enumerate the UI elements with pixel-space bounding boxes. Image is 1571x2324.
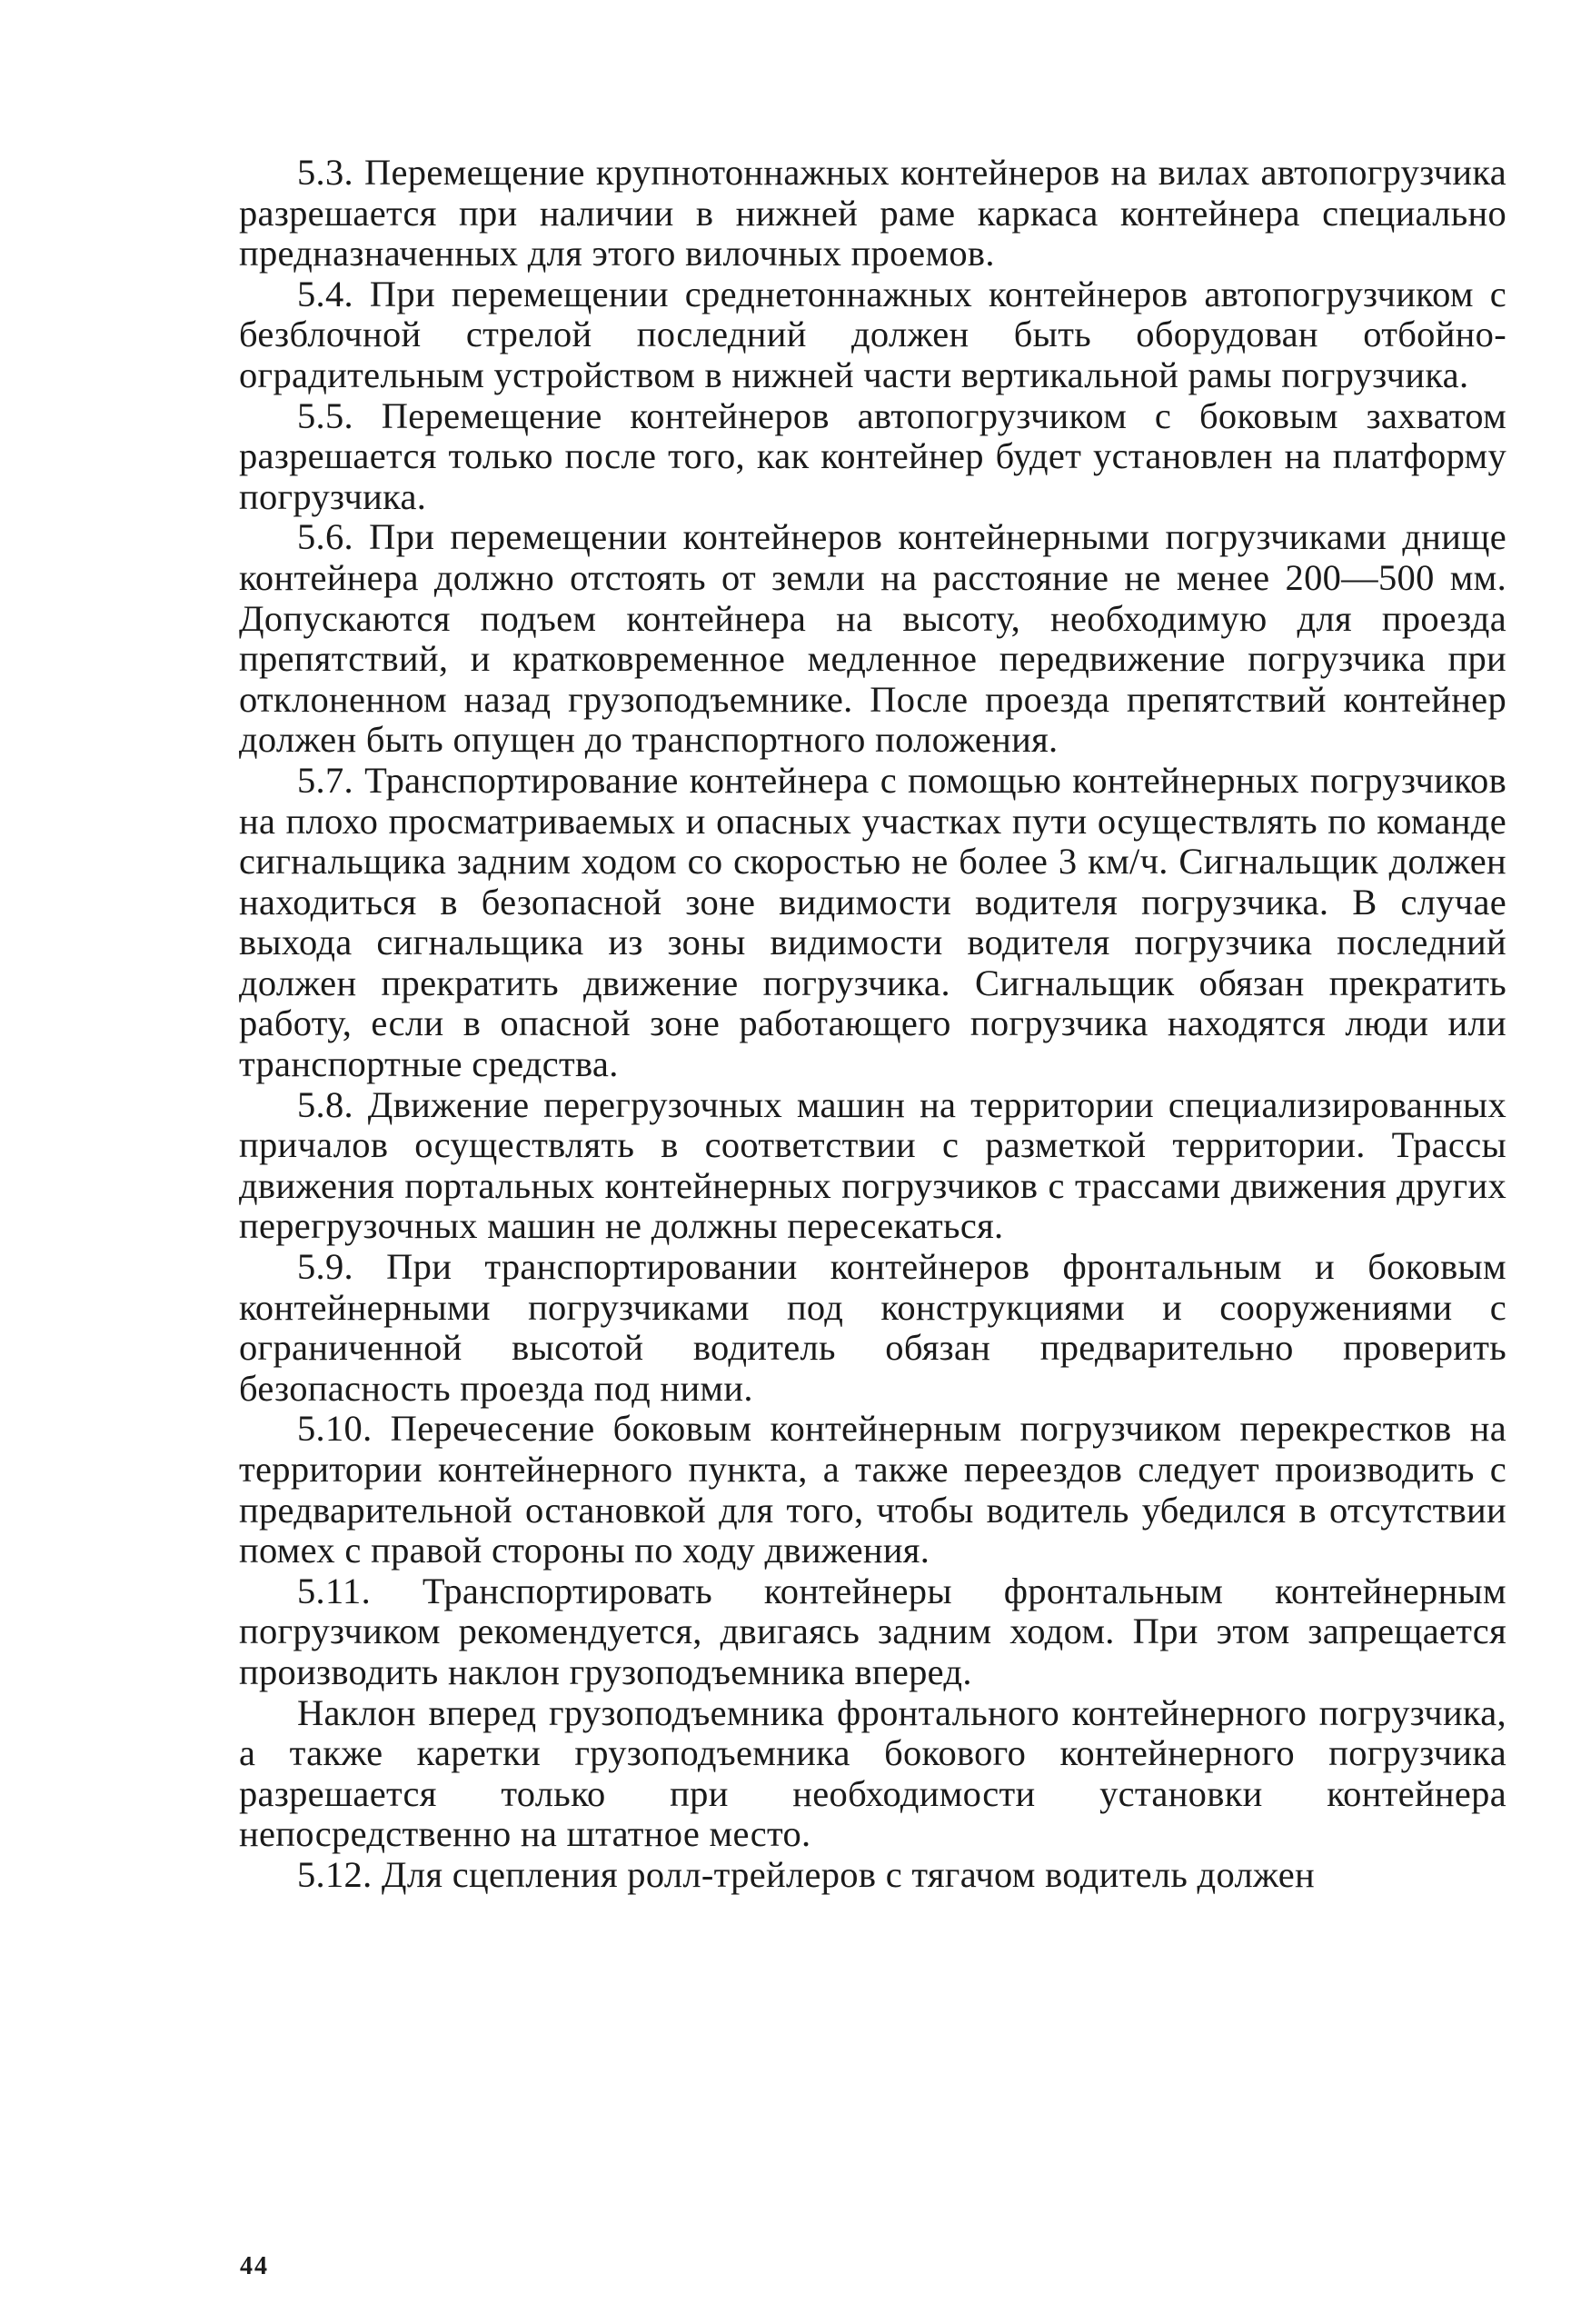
paragraph-5-7: 5.7. Транспортирование контейнера с помощью контейнерных погрузчиков на плохо просматриваемых и опасных участках пути осуществлять по команде сигнальщика задним ходом со скоростью не более 3 км/ч. Сигнальщик должен находиться в безопасной зоне видимости водителя погрузчика. В случае выхода сигнальщика из зоны видимости водителя погрузчика последний должен прекратить движение погрузчика. Сигнальщик обязан прекратить работу, если в опасной зоне работающего погрузчика находятся люди или транспортные средства.	[239, 759, 1506, 1085]
page-body	[239, 153, 1506, 2152]
paragraph-5-4: 5.4. При перемещении среднетоннажных контейнеров автопогрузчиком с безблочной стрелой последний должен быть оборудован отбойно-оградительным устройством в нижней части вертикальной рамы погрузчика.	[239, 273, 1506, 395]
paragraph-5-3: 5.3. Перемещение крупнотоннажных контейнеров на вилах автопогрузчика разрешается при наличии в нижней раме каркаса контейнера специально предназначенных для этого вилочных проемов.	[239, 152, 1506, 274]
paragraph-5-5: 5.5. Перемещение контейнеров автопогрузчиком с боковым захватом разрешается только после того, как контейнер будет установлен на платформу погрузчика.	[239, 394, 1506, 517]
paragraph-5-11-continued: Наклон вперед грузоподъемника фронтального контейнерного погрузчика, а также каретки грузоподъемника бокового контейнерного погрузчика разрешается только при необходимости установки контейнера непосредственно на штатное место.	[239, 1691, 1506, 1855]
paragraph-5-12: 5.12. Для сцепления ролл-трейлеров с тягачом водитель должен	[297, 1853, 1315, 1895]
paragraph-5-9: 5.9. При транспортировании контейнеров фронтальным и боковым контейнерными погрузчиками под конструкциями и сооружениями с ограниченной высотой водитель обязан предварительно проверить безопасность проезда под ними.	[239, 1246, 1506, 1409]
paragraph-5-11: 5.11. Транспортировать контейнеры фронтальным контейнерным погрузчиком рекомендуется, двигаясь задним ходом. При этом запрещается производить наклон грузоподъемника вперед.	[239, 1570, 1506, 1692]
paragraph-5-8: 5.8. Движение перегрузочных машин на территории специализированных причалов осуществлять в соответствии с разметкой территории. Трассы движения портальных контейнерных погрузчиков с трассами движения других перегрузочных машин не должны пересекаться.	[239, 1083, 1506, 1247]
paragraph-5-10: 5.10. Перечесение боковым контейнерным погрузчиком перекрестков на территории контейнерного пункта, а также переездов следует производить с предварительной остановкой для того, чтобы водитель убедился в отсутствии помех с правой стороны по ходу движения.	[239, 1408, 1506, 1571]
paragraph-5-6: 5.6. При перемещении контейнеров контейнерными погрузчиками днище контейнера должно отстоять от земли на расстояние не менее 200—500 мм. Допускаются подъем контейнера на высоту, необходимую для проезда препятствий, и кратковременное медленное передвижение погрузчика при отклоненном назад грузоподъемнике. После проезда препятствий контейнер должен быть опущен до транспортного положения.	[239, 516, 1506, 761]
page-number: 44	[240, 2252, 269, 2280]
